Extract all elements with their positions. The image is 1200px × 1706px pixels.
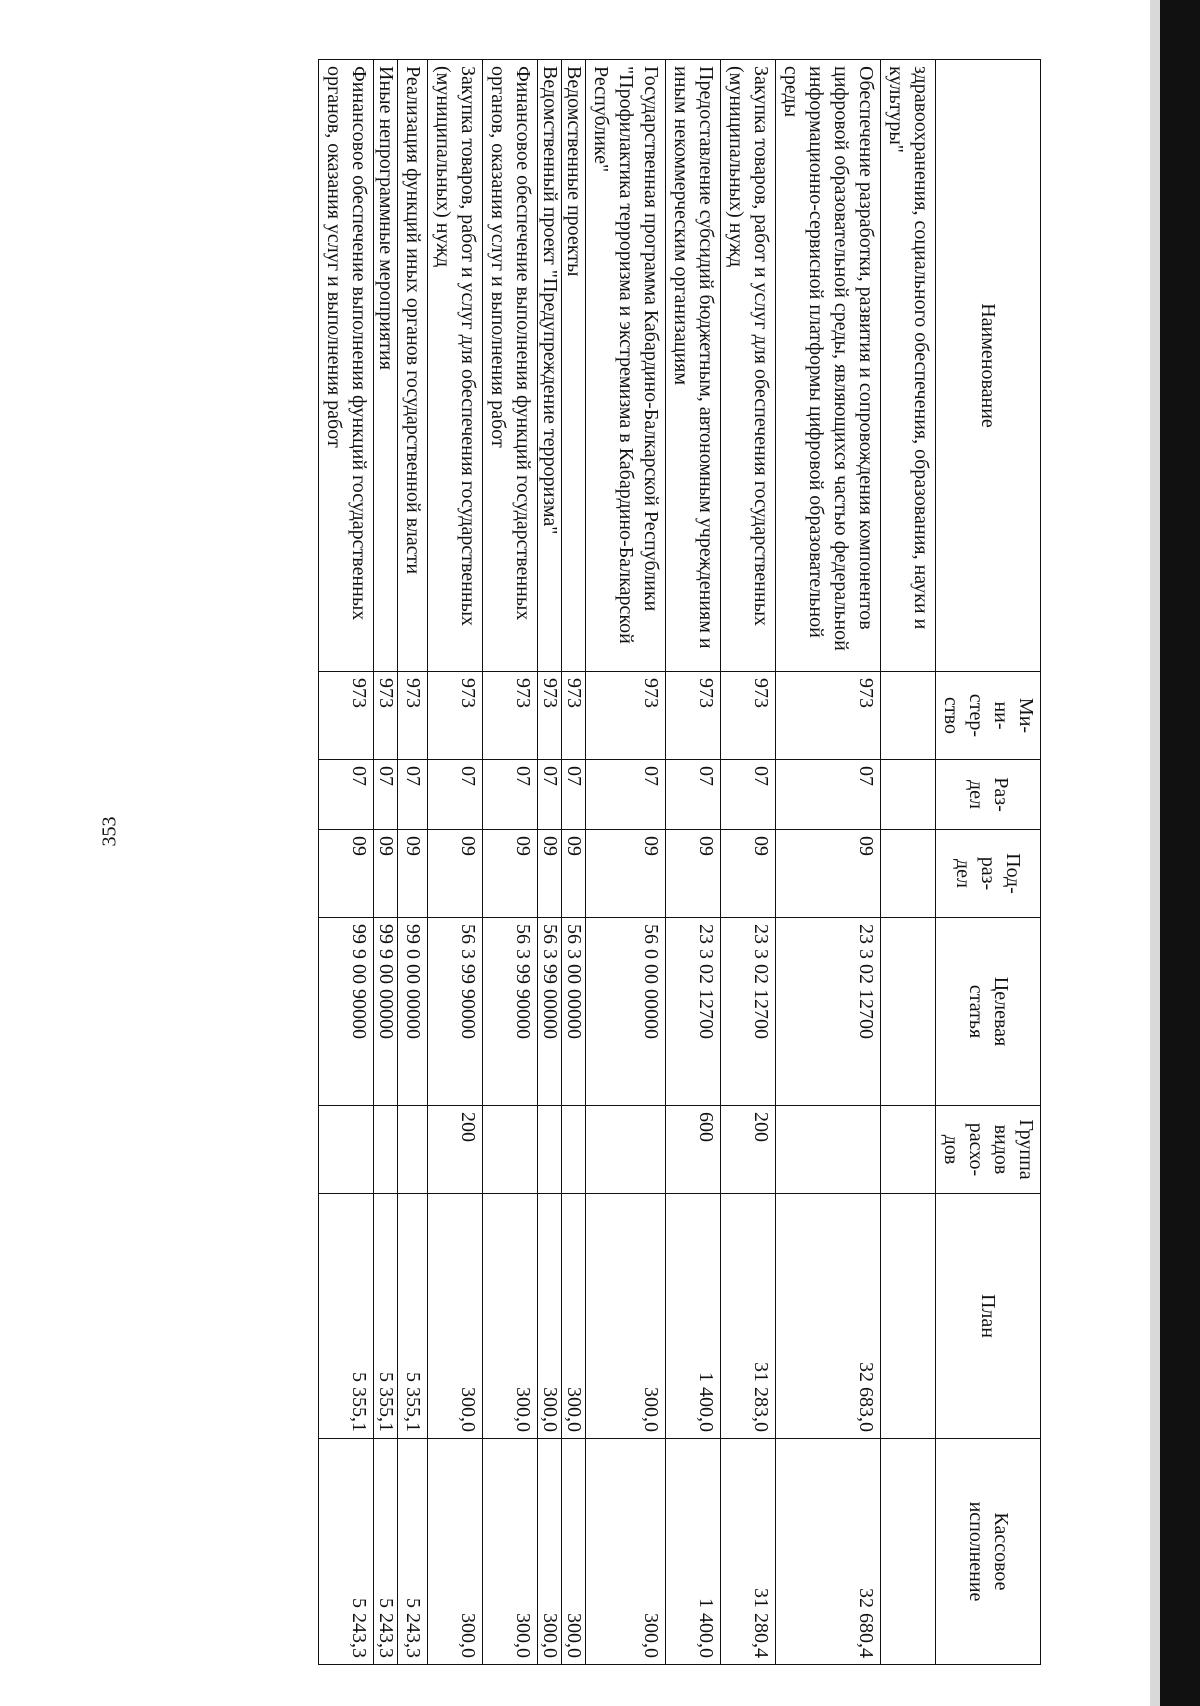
cell-ministry: 973: [319, 672, 374, 760]
cell-subsection: 09: [398, 830, 428, 918]
column-header-expense-group: Группа видов расхо- дов: [936, 1106, 1041, 1194]
rotated-page-content: [159, 59, 1041, 1664]
cell-target: 23 3 02 12700: [666, 918, 721, 1106]
cell-section: 07: [483, 760, 538, 830]
column-header-cash-execution: Кассовое исполнение: [936, 1439, 1041, 1665]
cell-target: 23 3 02 12700: [721, 918, 776, 1106]
cell-section: 07: [776, 760, 881, 830]
cell-target: 56 3 99 90000: [428, 918, 483, 1106]
cell-subsection: 09: [586, 830, 666, 918]
table-row: [428, 60, 483, 1665]
cell-name: Иные непрограммные мероприятия: [374, 60, 398, 672]
cell-expense-group: [483, 1106, 538, 1194]
cell-plan: 300,0: [483, 1194, 538, 1439]
page-number: 353: [98, 816, 121, 847]
cell-name: Предоставление субсидий бюджетным, автономным учреждениям и иным некоммерческим организациям: [666, 60, 721, 672]
cell-ministry: 973: [428, 672, 483, 760]
table-row: [483, 60, 538, 1665]
table-row: [776, 60, 881, 1665]
cell-section: [881, 760, 936, 830]
table-row: [374, 60, 398, 1665]
cell-name: Ведомственный проект "Предупреждение терроризма": [538, 60, 562, 672]
cell-ministry: 973: [776, 672, 881, 760]
cell-target: 99 9 00 90000: [319, 918, 374, 1106]
cell-section: 07: [586, 760, 666, 830]
cell-section: 07: [428, 760, 483, 830]
table-row: [586, 60, 666, 1665]
cell-expense-group: [538, 1106, 562, 1194]
column-header-section: Раз- дел: [936, 760, 1041, 830]
cell-target: 56 3 99 00000: [538, 918, 562, 1106]
cell-ministry: 973: [586, 672, 666, 760]
budget-table: [318, 59, 1041, 1665]
table-row: [721, 60, 776, 1665]
cell-subsection: 09: [319, 830, 374, 918]
cell-plan: 31 283,0: [721, 1194, 776, 1439]
cell-name: Закупка товаров, работ и услуг для обеспечения государственных (муниципальных) нужд: [428, 60, 483, 672]
cell-name: Закупка товаров, работ и услуг для обеспечения государственных (муниципальных) нужд: [721, 60, 776, 672]
cell-target: [881, 918, 936, 1106]
cell-expense-group: 200: [428, 1106, 483, 1194]
cell-plan: 5 355,1: [319, 1194, 374, 1439]
cell-ministry: [881, 672, 936, 760]
cell-name: Ведомственные проекты: [562, 60, 586, 672]
cell-section: 07: [319, 760, 374, 830]
cell-name: Финансовое обеспечение выполнения функций государственных органов, оказания услуг и выполнения работ: [319, 60, 374, 672]
cell-ministry: 973: [374, 672, 398, 760]
cell-ministry: 973: [538, 672, 562, 760]
cell-cash: 5 243,3: [319, 1439, 374, 1665]
cell-name: Государственная программа Кабардино-Балкарской Республики "Профилактика терроризма и экстремизма в Кабардино-Балкарской Республике": [586, 60, 666, 672]
cell-name: Реализация функций иных органов государственной власти: [398, 60, 428, 672]
cell-subsection: 09: [721, 830, 776, 918]
cell-expense-group: [881, 1106, 936, 1194]
cell-expense-group: 600: [666, 1106, 721, 1194]
cell-cash: 300,0: [538, 1439, 562, 1665]
cell-subsection: 09: [374, 830, 398, 918]
cell-section: 07: [666, 760, 721, 830]
cell-plan: 300,0: [586, 1194, 666, 1439]
cell-subsection: 09: [666, 830, 721, 918]
cell-plan: 32 683,0: [776, 1194, 881, 1439]
cell-plan: 300,0: [428, 1194, 483, 1439]
cell-section: 07: [721, 760, 776, 830]
column-header-plan: План: [936, 1194, 1041, 1439]
cell-cash: 300,0: [586, 1439, 666, 1665]
cell-expense-group: [398, 1106, 428, 1194]
cell-name: Обеспечение разработки, развития и сопровождения компонентов цифровой образовательной среды, являющихся частью федеральной информационно-сервисной платформы цифровой образовательной среды: [776, 60, 881, 672]
cell-plan: 1 400,0: [666, 1194, 721, 1439]
cell-subsection: 09: [776, 830, 881, 918]
cell-section: 07: [398, 760, 428, 830]
cell-target: 23 3 02 12700: [776, 918, 881, 1106]
table-row: [881, 60, 936, 1665]
column-header-ministry: Ми- ни- стер- ство: [936, 672, 1041, 760]
cell-subsection: 09: [483, 830, 538, 918]
cell-expense-group: 200: [721, 1106, 776, 1194]
cell-section: 07: [374, 760, 398, 830]
cell-subsection: 09: [562, 830, 586, 918]
cell-cash: [881, 1439, 936, 1665]
cell-subsection: 09: [428, 830, 483, 918]
cell-cash: 300,0: [428, 1439, 483, 1665]
cell-plan: [881, 1194, 936, 1439]
cell-target: 99 9 00 00000: [374, 918, 398, 1106]
cell-name: здравоохранения, социального обеспечения, образования, науки и культуры": [881, 60, 936, 672]
cell-cash: 31 280,4: [721, 1439, 776, 1665]
cell-ministry: 973: [666, 672, 721, 760]
header-row: [936, 60, 1041, 1665]
cell-ministry: 973: [398, 672, 428, 760]
scan-edge-shadow: [1150, 0, 1160, 1706]
table-row: [398, 60, 428, 1665]
cell-ministry: 973: [483, 672, 538, 760]
scan-edge-border: [1160, 0, 1200, 1706]
column-header-subsection: Под- раз- дел: [936, 830, 1041, 918]
cell-expense-group: [319, 1106, 374, 1194]
cell-ministry: 973: [721, 672, 776, 760]
cell-cash: 32 680,4: [776, 1439, 881, 1665]
cell-section: 07: [562, 760, 586, 830]
cell-target: 56 3 00 00000: [562, 918, 586, 1106]
cell-subsection: [881, 830, 936, 918]
cell-cash: 300,0: [562, 1439, 586, 1665]
table-row: [666, 60, 721, 1665]
cell-plan: 5 355,1: [398, 1194, 428, 1439]
cell-cash: 5 243,3: [398, 1439, 428, 1665]
cell-expense-group: [562, 1106, 586, 1194]
table-row: [562, 60, 586, 1665]
table-row: [538, 60, 562, 1665]
cell-plan: 300,0: [562, 1194, 586, 1439]
column-header-name: Наименование: [936, 60, 1041, 672]
cell-cash: 5 243,3: [374, 1439, 398, 1665]
cell-expense-group: [586, 1106, 666, 1194]
cell-name: Финансовое обеспечение выполнения функций государственных органов, оказания услуг и выполнения работ: [483, 60, 538, 672]
cell-section: 07: [538, 760, 562, 830]
cell-subsection: 09: [538, 830, 562, 918]
cell-expense-group: [374, 1106, 398, 1194]
cell-plan: 300,0: [538, 1194, 562, 1439]
cell-ministry: 973: [562, 672, 586, 760]
cell-target: 56 3 99 90000: [483, 918, 538, 1106]
table-row: [319, 60, 374, 1665]
cell-expense-group: [776, 1106, 881, 1194]
cell-cash: 300,0: [483, 1439, 538, 1665]
cell-target: 56 0 00 00000: [586, 918, 666, 1106]
cell-target: 99 0 00 00000: [398, 918, 428, 1106]
cell-plan: 5 355,1: [374, 1194, 398, 1439]
cell-cash: 1 400,0: [666, 1439, 721, 1665]
column-header-target: Целевая статья: [936, 918, 1041, 1106]
